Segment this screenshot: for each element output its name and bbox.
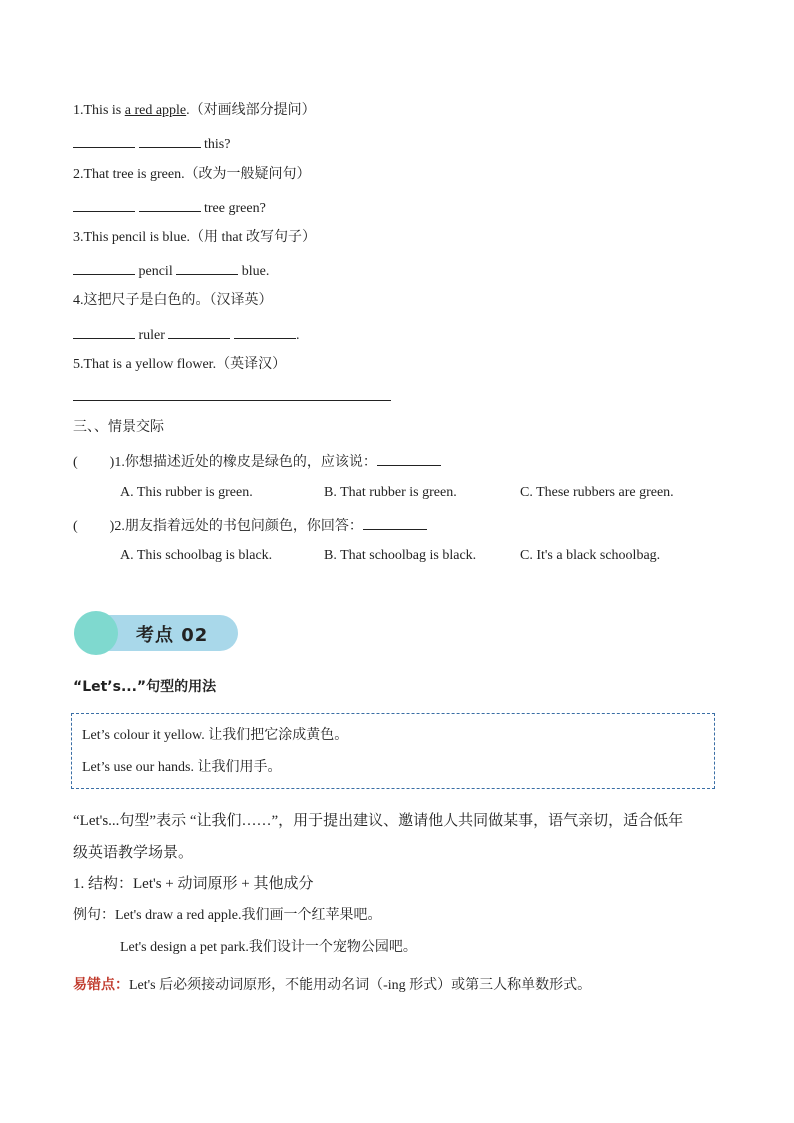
badge-circle-icon	[74, 611, 118, 655]
answer-blank[interactable]	[363, 515, 427, 530]
option-b[interactable]: B. That schoolbag is black.	[324, 548, 477, 563]
underlined-phrase: a red apple	[124, 103, 187, 118]
answer-line-1	[73, 133, 230, 155]
answer-blank[interactable]	[377, 451, 441, 466]
answer-blank[interactable]	[139, 197, 201, 212]
answer-middle: ruler	[138, 328, 165, 343]
choice-question-2	[73, 515, 427, 537]
answer-blank[interactable]	[73, 133, 135, 148]
question-3: 3.This pencil is blue.（用 that 改写句子）	[73, 230, 317, 245]
choice-question-1	[73, 451, 441, 473]
answer-blank-long[interactable]	[73, 386, 391, 401]
answer-middle: pencil	[138, 264, 173, 279]
answer-blank[interactable]	[139, 133, 201, 148]
answer-paren: (	[73, 519, 78, 534]
answer-tail: this?	[204, 137, 231, 152]
example-label: 例句：	[73, 908, 115, 923]
option-c[interactable]: C. It's a black schoolbag.	[520, 548, 661, 563]
question-prompt: )1.你想描述近处的橡皮是绿色的，应该说：	[109, 455, 377, 470]
paragraph-line-2: 级英语教学场景。	[73, 845, 194, 861]
question-1-text: 1.This is	[73, 103, 125, 118]
answer-tail: .	[295, 328, 300, 343]
badge-label: 考点 02	[136, 625, 209, 646]
option-a[interactable]: A. This rubber is green.	[120, 485, 253, 500]
answer-blank[interactable]	[73, 260, 135, 275]
example-box	[71, 713, 715, 789]
error-point	[73, 975, 591, 996]
question-4: 4.这把尺子是白色的。（汉译英）	[73, 293, 273, 308]
answer-paren: (	[73, 455, 78, 470]
option-a[interactable]: A. This schoolbag is black.	[120, 548, 273, 563]
answer-line-5	[73, 386, 391, 408]
example-sentence: Let's draw a red apple.我们画一个红苹果吧。	[115, 908, 382, 923]
example-box-line-2: Let’s use our hands. 让我们用手。	[82, 760, 282, 775]
option-b[interactable]: B. That rubber is green.	[324, 485, 457, 500]
section-badge	[74, 611, 238, 655]
paragraph-line-1: “Let's...句型”表示 “让我们……”，用于提出建议、邀请他人共同做某事，语气亲切，适合低年	[73, 813, 684, 829]
answer-blank[interactable]	[176, 260, 238, 275]
answer-line-4	[73, 324, 299, 346]
answer-line-3	[73, 260, 269, 282]
answer-tail: tree green?	[204, 201, 266, 216]
example-line-2: Let's design a pet park.我们设计一个宠物公园吧。	[120, 940, 417, 955]
example-line-1	[73, 906, 382, 926]
answer-line-2	[73, 197, 266, 219]
question-1-instruction: .（对画线部分提问）	[186, 103, 316, 118]
question-2: 2.That tree is green.（改为一般疑问句）	[73, 167, 311, 182]
answer-blank[interactable]	[73, 324, 135, 339]
error-text: Let's 后必须接动词原形，不能用动名词（-ing 形式）或第三人称单数形式。	[129, 978, 592, 993]
question-1	[73, 101, 316, 121]
answer-blank[interactable]	[168, 324, 230, 339]
example-box-line-1: Let’s colour it yellow. 让我们把它涂成黄色。	[82, 728, 349, 743]
answer-blank[interactable]	[73, 197, 135, 212]
topic-title: “Let’s...”句型的用法	[73, 679, 217, 695]
error-label: 易错点：	[73, 977, 129, 993]
section-title: 三、、情景交际	[73, 420, 164, 435]
question-prompt: )2.朋友指着远处的书包问颜色，你回答：	[109, 519, 363, 534]
structure-line: 1. 结构：Let's + 动词原形 + 其他成分	[73, 876, 314, 892]
question-5: 5.That is a yellow flower.（英译汉）	[73, 357, 287, 372]
option-c[interactable]: C. These rubbers are green.	[520, 485, 674, 500]
answer-blank[interactable]	[234, 324, 296, 339]
answer-tail: blue.	[241, 264, 270, 279]
